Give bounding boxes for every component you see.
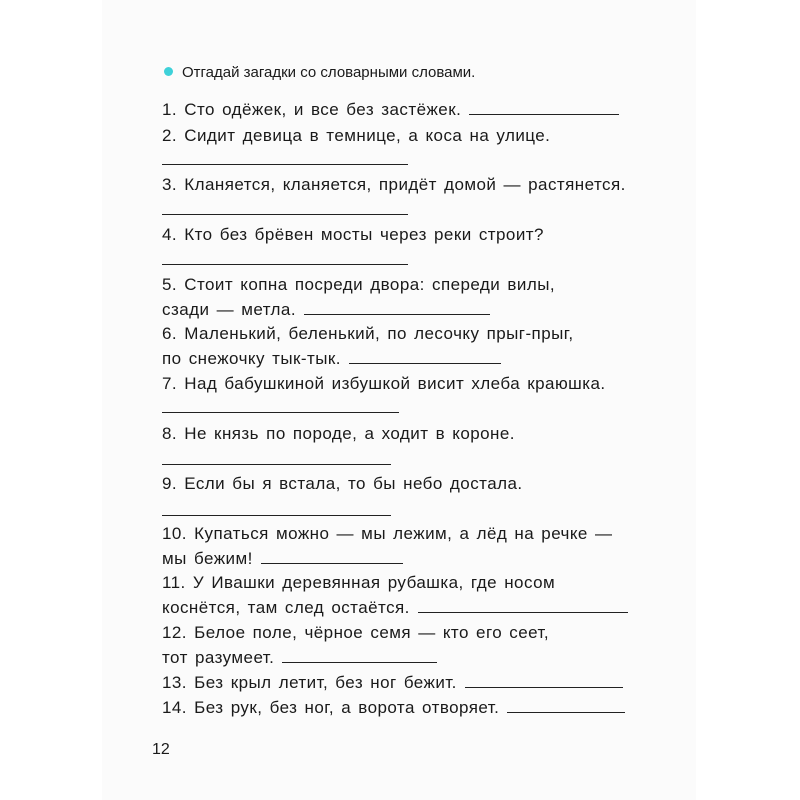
riddle-14-text: 14. Без рук, без ног, а ворота отворяет. (162, 698, 500, 717)
riddle-2 (162, 124, 550, 148)
riddle-12-text-2: тот разумеет. (162, 648, 275, 667)
riddle-8-answer-blank[interactable] (162, 464, 391, 465)
riddle-5-line-2 (162, 298, 490, 322)
riddle-6-text-1: 6. Маленький, беленький, по лесочку прыг-прыг, (162, 324, 574, 343)
riddle-7-answer-blank[interactable] (162, 412, 399, 413)
riddle-3 (162, 173, 626, 197)
riddle-11-line-1 (162, 571, 555, 595)
riddle-11-answer-blank[interactable] (418, 611, 628, 613)
riddle-1-text: 1. Сто одёжек, и все без застёжек. (162, 100, 462, 119)
riddle-12-line-2 (162, 646, 437, 670)
riddle-10-text-2: мы бежим! (162, 549, 253, 568)
riddle-6-line-2 (162, 347, 501, 371)
riddle-9 (162, 472, 523, 496)
riddle-2-text: 2. Сидит девица в темнице, а коса на улице. (162, 126, 551, 145)
bullet-icon (164, 67, 173, 76)
riddle-13-answer-blank[interactable] (465, 686, 623, 688)
riddle-7 (162, 372, 606, 396)
riddle-1 (162, 98, 619, 122)
riddle-4-answer-blank[interactable] (162, 264, 408, 265)
riddle-10-text-1: 10. Купаться можно — мы лежим, а лёд на речке — (162, 524, 613, 543)
riddle-13-text: 13. Без крыл летит, без ног бежит. (162, 673, 457, 692)
riddle-11-text-1: 11. У Ивашки деревянная рубашка, где носом (162, 573, 556, 592)
riddle-3-answer-blank[interactable] (162, 214, 408, 215)
riddle-14 (162, 696, 625, 720)
riddle-12-text-1: 12. Белое поле, чёрное семя — кто его сеет, (162, 623, 550, 642)
riddle-14-answer-blank[interactable] (507, 711, 625, 713)
riddle-5-answer-blank[interactable] (304, 313, 490, 315)
riddle-3-text: 3. Кланяется, кланяется, придёт домой — растянется. (162, 175, 626, 194)
riddle-12-line-1 (162, 621, 549, 645)
riddle-11-line-2 (162, 596, 628, 620)
riddle-6-line-1 (162, 322, 574, 346)
riddle-11-text-2: коснётся, там след остаётся. (162, 598, 410, 617)
riddle-5-text-1: 5. Стоит копна посреди двора: спереди вилы, (162, 275, 556, 294)
riddle-7-text: 7. Над бабушкиной избушкой висит хлеба краюшка. (162, 374, 606, 393)
riddle-8-text: 8. Не князь по породе, а ходит в короне. (162, 424, 515, 443)
riddle-10-answer-blank[interactable] (261, 562, 403, 564)
riddle-4 (162, 223, 544, 247)
riddle-9-text: 9. Если бы я встала, то бы небо достала. (162, 474, 523, 493)
riddle-1-answer-blank[interactable] (469, 113, 619, 115)
riddle-6-answer-blank[interactable] (349, 362, 501, 364)
riddle-13 (162, 671, 623, 695)
riddle-10-line-2 (162, 547, 403, 571)
riddle-5-line-1 (162, 273, 555, 297)
riddle-6-text-2: по снежочку тык-тык. (162, 349, 341, 368)
riddle-10-line-1 (162, 522, 612, 546)
page-number: 12 (152, 741, 170, 758)
riddle-12-answer-blank[interactable] (282, 661, 437, 663)
instruction-text: Отгадай загадки со словарными словами. (182, 64, 476, 81)
riddle-2-answer-blank[interactable] (162, 164, 408, 165)
riddle-4-text: 4. Кто без брёвен мосты через реки строит? (162, 225, 544, 244)
riddle-9-answer-blank[interactable] (162, 515, 391, 516)
task-instruction (164, 63, 475, 83)
riddle-8 (162, 422, 515, 446)
riddle-5-text-2: сзади — метла. (162, 300, 296, 319)
